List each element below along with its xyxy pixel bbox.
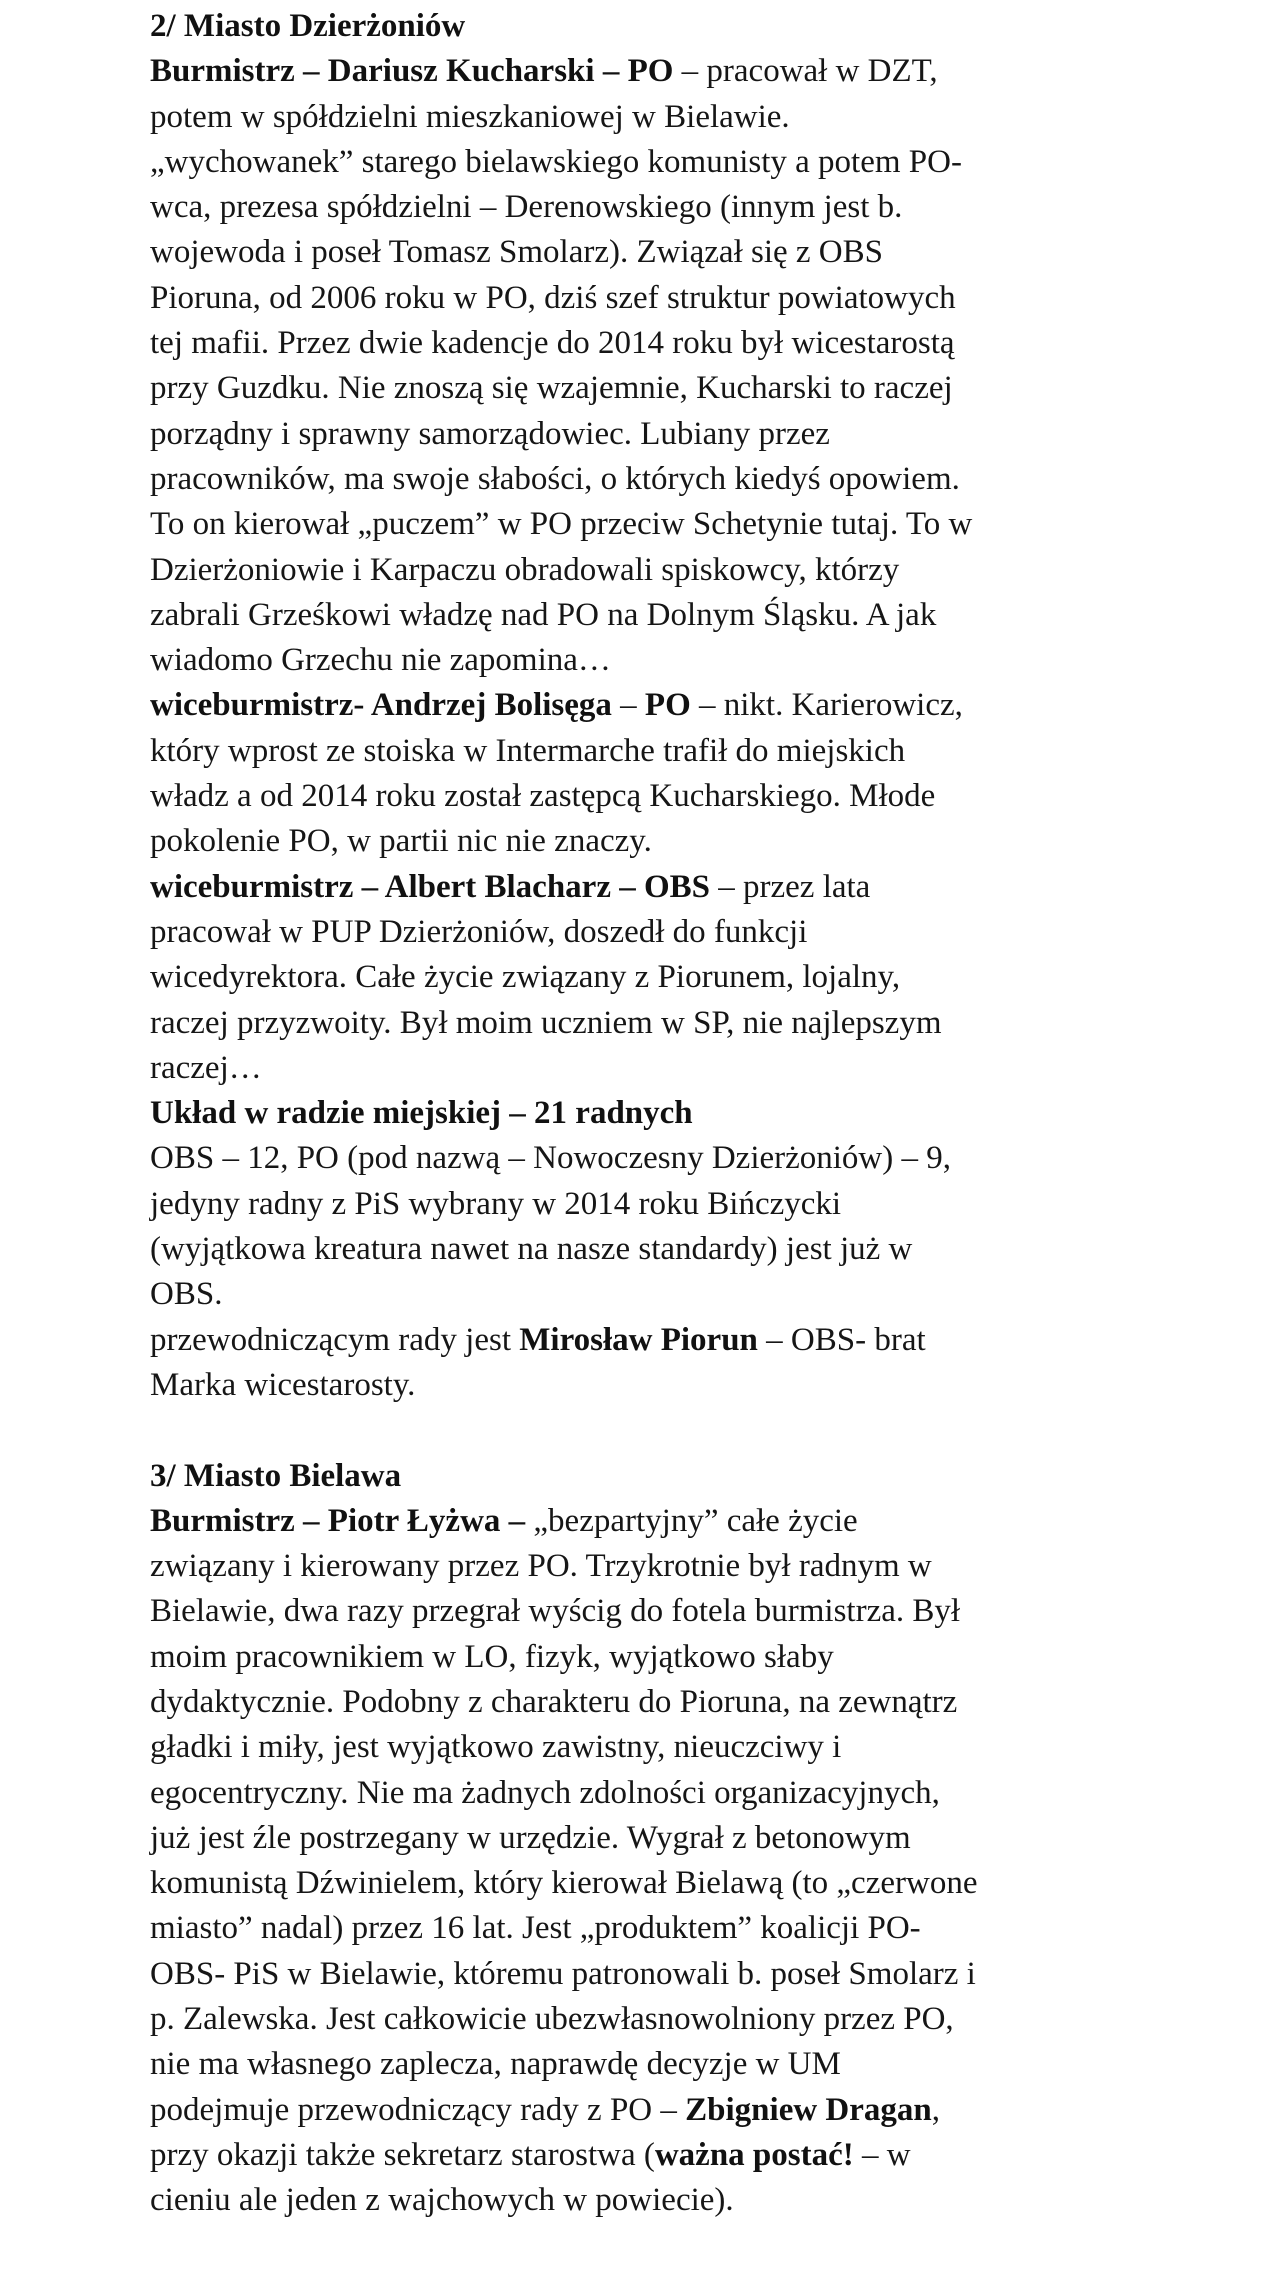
text-line [150,2042,1250,2087]
text-run: „bezpartyjny” całe życie [525,1502,858,1539]
text-line [150,683,1250,728]
text-run: pokolenie PO, w partii nic nie znaczy. [150,823,652,860]
text-run: władz a od 2014 roku został zastępcą Kucharskiego. Młode [150,778,936,815]
text-line [150,548,1250,593]
text-run: p. Zalewska. Jest całkowicie ubezwłasnowolniony przez PO, [150,2001,954,2038]
blank-line [150,1408,1250,1453]
bold-text: PO [644,687,691,724]
text-run: raczej… [150,1049,262,1086]
text-line [150,1997,1250,2042]
text-run: – przez lata [710,868,871,905]
text-run: jedyny radny z PiS wybrany w 2014 roku Bińczycki [150,1185,842,1222]
text-line [150,1363,1250,1408]
text-run: miasto” nadal) przez 16 lat. Jest „produktem” koalicji PO- [150,1910,921,1947]
bold-text: Zbigniew Dragan [685,2091,932,2128]
bold-text: 3/ Miasto Bielawa [150,1457,402,1494]
text-run: Bielawie, dwa razy przegrał wyścig do fotela burmistrza. Był [150,1593,961,1630]
text-run: wiadomo Grzechu nie zapomina… [150,642,611,679]
text-line [150,1001,1250,1046]
text-run: nie ma własnego zaplecza, naprawdę decyzje w UM [150,2046,841,2083]
text-run: przy okazji także sekretarz starostwa ( [150,2136,655,2173]
text-run: wojewoda i poseł Tomasz Smolarz). Związał się z OBS [150,234,883,271]
document-page [150,4,1250,2224]
text-line [150,366,1250,411]
text-line [150,140,1250,185]
text-line [150,910,1250,955]
text-line [150,1454,1250,1499]
text-line [150,1771,1250,1816]
text-run: OBS – 12, PO (pod nazwą – Nowoczesny Dzierżoniów) – 9, [150,1140,952,1177]
text-run: – OBS- brat [757,1321,926,1358]
text-line [150,593,1250,638]
text-line [150,457,1250,502]
text-line [150,1861,1250,1906]
text-run: komunistą Dźwinielem, który kierował Bielawą (to „czerwone [150,1865,978,1902]
text-run: , [931,2091,941,2128]
text-run: przewodniczącym rady jest [150,1321,520,1358]
text-run: – pracował w DZT, [673,53,938,90]
bold-text: Układ w radzie miejskiej – 21 radnych [150,1095,693,1132]
text-run: podejmuje przewodniczący rady z PO – [150,2091,686,2128]
text-run: moim pracownikiem w LO, fizyk, wyjątkowo słaby [150,1638,834,1675]
text-line [150,1816,1250,1861]
text-line [150,1091,1250,1136]
text-run: – w [853,2136,911,2173]
text-line [150,1635,1250,1680]
text-run: egocentryczny. Nie ma żadnych zdolności organizacyjnych, [150,1774,940,1811]
text-run: który wprost ze stoiska w Intermarche trafił do miejskich [150,732,906,769]
text-line [150,955,1250,1000]
text-line [150,1952,1250,1997]
text-line [150,1227,1250,1272]
text-run: już jest źle postrzegany w urzędzie. Wygrał z betonowym [150,1819,911,1856]
text-run: (wyjątkowa kreatura nawet na nasze standardy) jest już w [150,1231,913,1268]
text-line [150,1725,1250,1770]
text-line [150,1589,1250,1634]
text-run: związany i kierowany przez PO. Trzykrotnie był radnym w [150,1548,932,1585]
bold-text: Mirosław Piorun [519,1321,758,1358]
text-run: wicedyrektora. Całe życie związany z Piorunem, lojalny, [150,959,901,996]
text-run: gładki i miły, jest wyjątkowo zawistny, nieuczciwy i [150,1729,842,1766]
text-run: tej mafii. Przez dwie kadencje do 2014 roku był wicestarostą [150,325,955,362]
text-run: Dzierżoniowie i Karpaczu obradowali spiskowcy, którzy [150,551,900,588]
text-line [150,321,1250,366]
text-run: To on kierował „puczem” w PO przeciw Schetynie tutaj. To w [150,506,973,543]
text-line [150,1544,1250,1589]
text-run: dydaktycznie. Podobny z charakteru do Pioruna, na zewnątrz [150,1683,958,1720]
text-run: raczej przyzwoity. Był moim uczniem w SP, nie najlepszym [150,1004,942,1041]
text-line [150,774,1250,819]
text-run: pracowników, ma swoje słabości, o których kiedyś opowiem. [150,460,960,497]
text-line [150,638,1250,683]
bold-text: 2/ Miasto Dzierżoniów [150,8,466,44]
text-run: cieniu ale jeden z wajchowych w powiecie). [150,2182,734,2219]
text-run: potem w spółdzielni mieszkaniowej w Bielawie. [150,98,790,135]
text-run: – [611,687,645,724]
text-run: zabrali Grześkowi władzę nad PO na Dolnym Śląsku. A jak [150,596,937,633]
bold-text: Burmistrz – Dariusz Kucharski – PO [150,53,674,90]
text-line [150,95,1250,140]
text-line [150,729,1250,774]
text-line [150,185,1250,230]
text-run: – nikt. Karierowicz, [690,687,963,724]
text-line [150,1272,1250,1317]
text-run: Pioruna, od 2006 roku w PO, dziś szef struktur powiatowych [150,279,956,316]
text-line [150,230,1250,275]
text-run: porządny i sprawny samorządowiec. Lubiany przez [150,415,830,452]
text-line [150,1182,1250,1227]
text-line [150,1318,1250,1363]
text-run: pracował w PUP Dzierżoniów, doszedł do funkcji [150,913,808,950]
bold-text: ważna postać! [654,2136,854,2173]
text-line [150,49,1250,94]
text-line [150,4,1250,49]
bold-text: wiceburmistrz- Andrzej Bolisęga [150,687,612,724]
text-line [150,1046,1250,1091]
text-run: przy Guzdku. Nie znoszą się wzajemnie, Kucharski to raczej [150,370,953,407]
text-run: OBS. [150,1276,223,1313]
text-line [150,412,1250,457]
text-run: „wychowanek” starego bielawskiego komunisty a potem PO- [150,143,962,180]
bold-text: wiceburmistrz – Albert Blacharz – OBS [150,868,711,905]
text-line [150,276,1250,321]
text-line [150,1499,1250,1544]
text-line [150,1906,1250,1951]
text-line [150,2178,1250,2223]
text-line [150,2133,1250,2178]
text-line [150,502,1250,547]
text-line [150,865,1250,910]
text-line [150,819,1250,864]
text-line [150,2088,1250,2133]
bold-text: Burmistrz – Piotr Łyżwa – [150,1502,526,1539]
text-run: Marka wicestarosty. [150,1366,416,1403]
text-run: wca, prezesa spółdzielni – Derenowskiego (innym jest b. [150,189,903,226]
text-line [150,1136,1250,1181]
text-run: OBS- PiS w Bielawie, któremu patronowali b. poseł Smolarz i [150,1955,976,1992]
text-line [150,1680,1250,1725]
